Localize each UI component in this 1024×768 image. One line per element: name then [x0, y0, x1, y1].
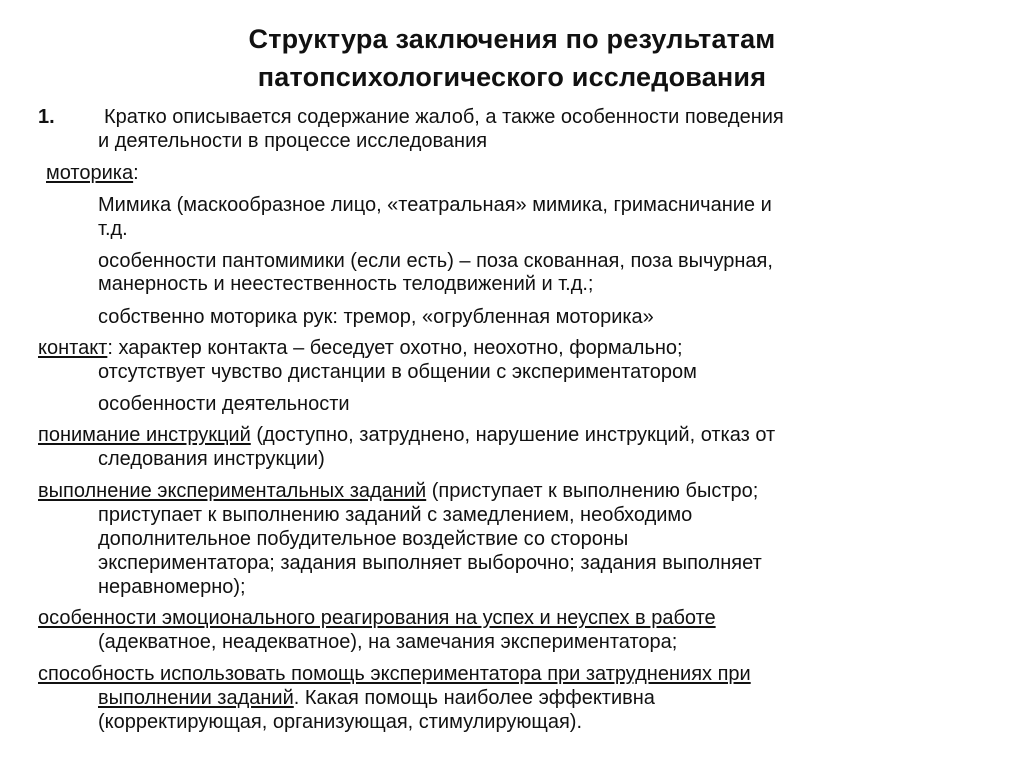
- tasks-line-5: неравномерно);: [98, 576, 246, 598]
- mimika-line-1: Мимика (маскообразное лицо, «театральная» мимика, гримасничание и: [98, 194, 772, 216]
- item1-line-1: Кратко описывается содержание жалоб, а также особенности поведения: [104, 106, 784, 128]
- motorika-suffix: :: [133, 162, 139, 184]
- tasks-label: выполнение экспериментальных заданий: [38, 480, 427, 502]
- title-line-2: патопсихологического исследования: [257, 62, 767, 92]
- tasks-line-1-text: (приступает к выполнению быстро;: [426, 480, 759, 502]
- hands-motorika-line: собственно моторика рук: тремор, «огрубленная моторика»: [98, 306, 654, 328]
- emotional-line-1: [38, 607, 716, 629]
- item1-line-2: и деятельности в процессе исследования: [98, 130, 488, 152]
- motorika-heading: [46, 162, 139, 184]
- help-line-2: [98, 687, 655, 709]
- help-label-1: способность использовать помощь экспериментатора при затруднениях при: [38, 663, 751, 685]
- contact-line-2: отсутствует чувство дистанции в общении с экспериментатором: [98, 361, 697, 383]
- contact-label: контакт: [38, 337, 108, 359]
- instructions-label: понимание инструкций: [38, 424, 251, 446]
- tasks-line-3: дополнительное побудительное воздействие со стороны: [98, 528, 629, 550]
- activity-line: особенности деятельности: [98, 393, 350, 415]
- help-line-2-text: . Какая помощь наиболее эффективна: [293, 687, 655, 709]
- emotional-line-2: (адекватное, неадекватное), на замечания экспериментатора;: [98, 631, 678, 653]
- pantomimika-line-2: манерность и неестественность телодвижений и т.д.;: [98, 273, 594, 295]
- help-line-3: (корректирующая, организующая, стимулирующая).: [98, 711, 582, 733]
- tasks-line-2: приступает к выполнению заданий с замедлением, необходимо: [98, 504, 693, 526]
- emotional-label: особенности эмоционального реагирования на успех и неуспех в работе: [38, 607, 716, 629]
- tasks-line-4: экспериментатора; задания выполняет выборочно; задания выполняет: [98, 552, 762, 574]
- motorika-label: моторика: [46, 162, 134, 184]
- contact-line-1: [38, 337, 683, 359]
- instructions-line-1-text: (доступно, затруднено, нарушение инструкций, отказ от: [250, 424, 776, 446]
- mimika-line-2: т.д.: [98, 218, 128, 240]
- instructions-line-1: [38, 424, 775, 446]
- help-line-1: [38, 663, 751, 685]
- item-number: 1.: [38, 106, 55, 128]
- tasks-line-1: [38, 480, 758, 502]
- title-line-1: Структура заключения по результатам: [248, 24, 776, 54]
- contact-line-1-text: : характер контакта – беседует охотно, неохотно, формально;: [107, 337, 683, 359]
- help-label-2: выполнении заданий: [98, 687, 294, 709]
- pantomimika-line-1: особенности пантомимики (если есть) – поза скованная, поза вычурная,: [98, 250, 773, 272]
- instructions-line-2: следования инструкции): [98, 448, 325, 470]
